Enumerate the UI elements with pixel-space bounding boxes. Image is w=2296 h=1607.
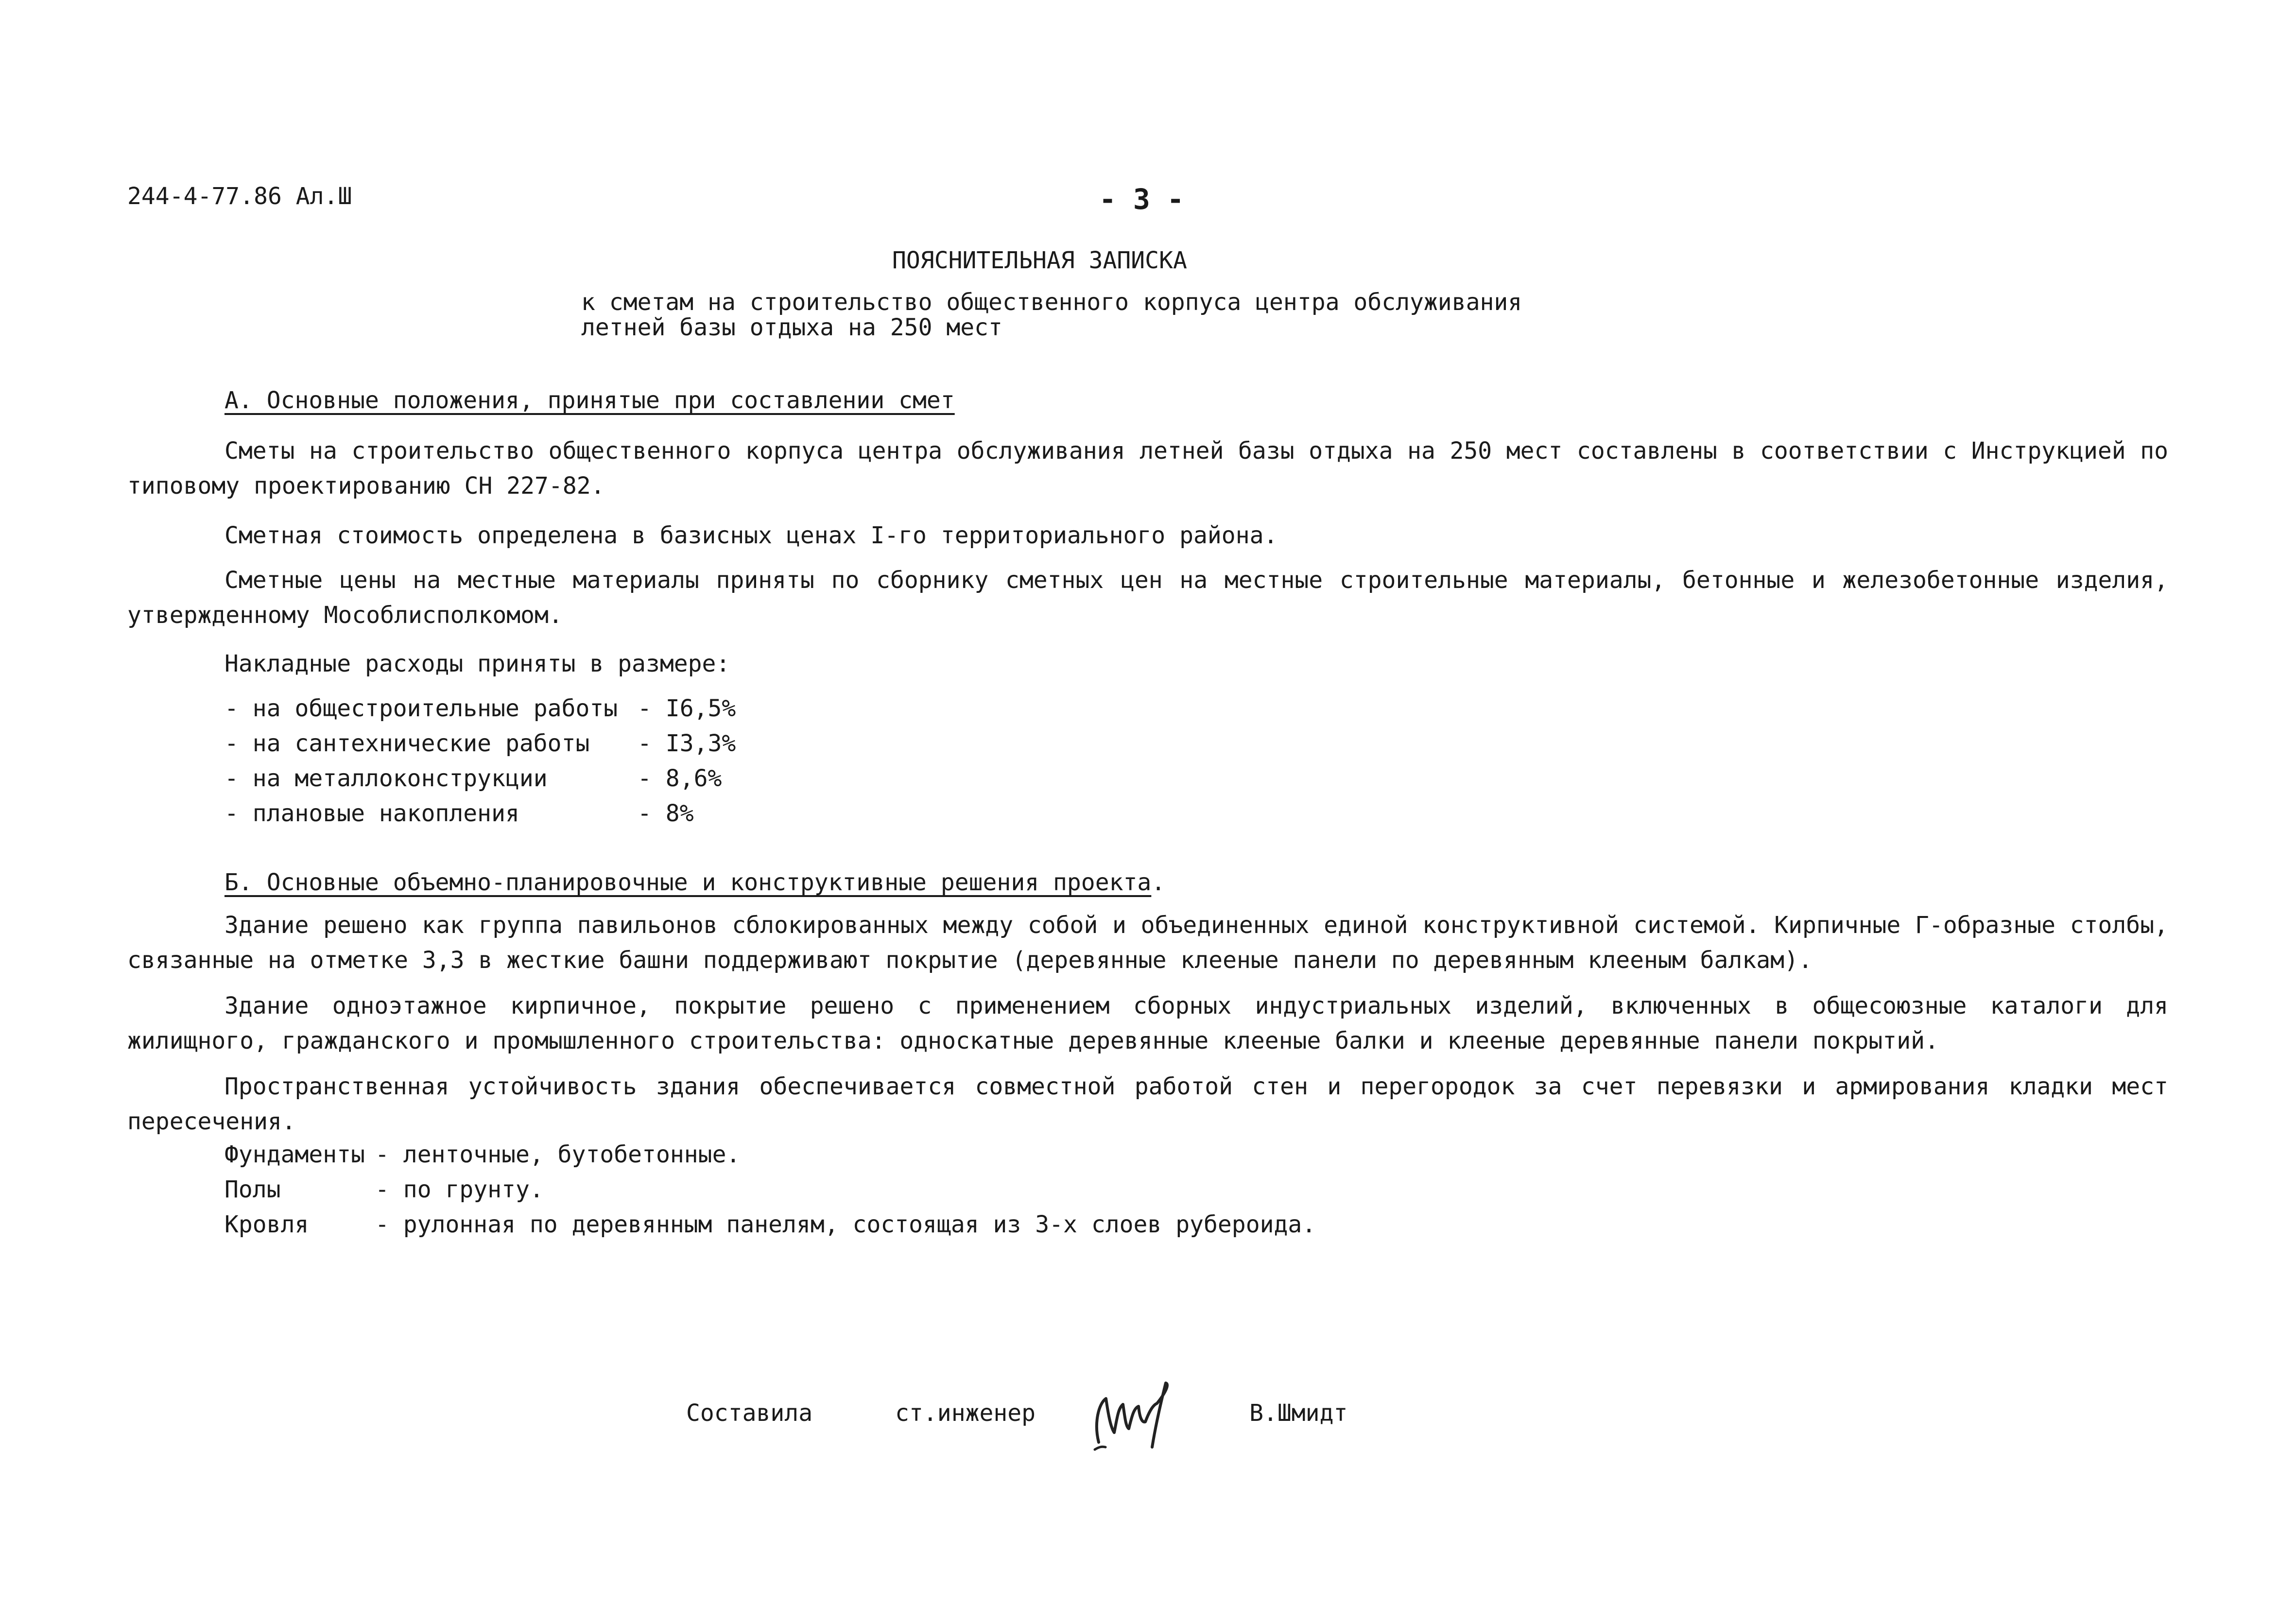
spec-description: - рулонная по деревянным панелям, состоящая из 3-х слоев рубероида. — [375, 1211, 1316, 1238]
section-b-paragraph-2: Здание одноэтажное кирпичное, покрытие решено с применением сборных индустриальных изделий, включенных в общесоюзные каталоги для жилищного, гражданского и промышленного строительства: односкатные деревянные клееные балки и клееные деревянные панели покрытий. — [127, 992, 2168, 1054]
signature-label: Составила — [686, 1400, 813, 1427]
page-number: - 3 - — [1099, 183, 1184, 216]
rate-label: - на общестроительные работы — [224, 695, 618, 722]
handwritten-signature — [1084, 1369, 1181, 1457]
signature-role: ст.инженер — [895, 1400, 1036, 1427]
subtitle-line-2: летней базы отдыха на 250 мест — [581, 314, 1002, 341]
list-item — [224, 796, 736, 831]
section-a-paragraph-1: Сметы на строительство общественного корпуса центра обслуживания летней базы отдыха на 250 мест составлены в соответствии с Инструкцией по типовому проектированию СН 227-82. — [127, 437, 2168, 500]
document-code: 244-4-77.86 Ал.Ш — [127, 183, 352, 210]
section-a-paragraph-3: Сметные цены на местные материалы приняты по сборнику сметных цен на местные строительные материалы, бетонные и железобетонные изделия, утвержденному Мособлисполкомом. — [127, 567, 2168, 629]
list-item — [224, 691, 736, 726]
list-item — [224, 1172, 1316, 1207]
construction-specs — [224, 1137, 1316, 1242]
rate-value: - I3,3% — [638, 730, 736, 757]
rate-value: - I6,5% — [638, 695, 736, 722]
overhead-rates-list — [224, 691, 736, 831]
document-subtitle — [581, 290, 1522, 340]
spec-term: Кровля — [224, 1211, 309, 1238]
list-item — [224, 761, 736, 796]
signature-block — [686, 1369, 1347, 1457]
spec-description: - по грунту. — [375, 1176, 544, 1203]
spec-term: Фундаменты — [224, 1141, 365, 1168]
spec-description: - ленточные, бутобетонные. — [375, 1141, 741, 1168]
section-b-paragraph-1: Здание решено как группа павильонов сблокированных между собой и объединенных единой конструктивной системой. Кирпичные Г-образные столбы, связанные на отметке 3,3 в жесткие башни поддерживают покрытие (деревянные клееные панели по деревянным клееным балкам). — [127, 912, 2168, 974]
section-b-heading-period: . — [1151, 869, 1166, 896]
rate-value: - 8% — [638, 800, 694, 827]
rate-value: - 8,6% — [638, 765, 722, 792]
signature-name: В.Шмидт — [1249, 1400, 1348, 1427]
rate-label: - плановые накопления — [224, 800, 519, 827]
rate-label: - на сантехнические работы — [224, 730, 590, 757]
list-item — [224, 1207, 1316, 1242]
list-item — [224, 726, 736, 761]
section-b-paragraph-3: Пространственная устойчивость здания обеспечивается совместной работой стен и перегородок за счет перевязки и армирования кладки мест пересечения. — [127, 1073, 2168, 1135]
spec-term: Полы — [224, 1176, 281, 1203]
section-b-heading — [224, 865, 1165, 900]
section-a-heading: А. Основные положения, принятые при составлении смет — [224, 387, 955, 414]
list-item — [224, 1137, 1316, 1172]
rate-label: - на металлоконструкции — [224, 765, 548, 792]
subtitle-line-1: к сметам на строительство общественного корпуса центра обслуживания — [581, 289, 1522, 316]
section-b-heading-text: Б. Основные объемно-планировочные и конструктивные решения проекта — [224, 869, 1152, 896]
section-a-paragraph-2: Сметная стоимость определена в базисных ценах I-го территориального района. — [224, 522, 1278, 549]
section-a-paragraph-4: Накладные расходы приняты в размере: — [224, 650, 730, 677]
document-title: ПОЯСНИТЕЛЬНАЯ ЗАПИСКА — [892, 247, 1187, 274]
